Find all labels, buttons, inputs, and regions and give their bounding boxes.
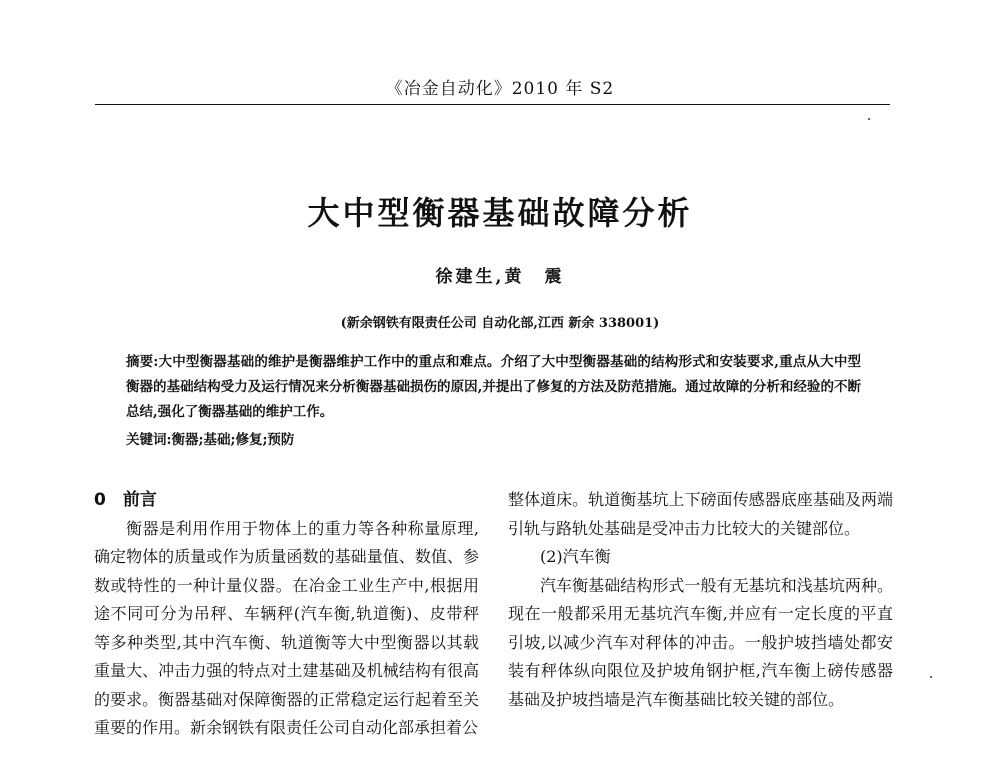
right-column — [508, 486, 893, 714]
keywords-text: 衡器;基础;修复;预防 — [171, 432, 295, 448]
paper-authors: 徐建生,黄 震 — [435, 267, 565, 287]
affiliation: (新余钢铁有限责任公司 自动化部,江西 新余 338001) — [340, 316, 660, 331]
keywords-label: 关键词: — [126, 432, 172, 448]
continued-paragraph: 整体道床。轨道衡基坑上下磅面传感器底座基础及两端引轨与路轨处基础是受冲击力比较大的关键部位。 — [508, 490, 893, 538]
scan-speck — [930, 676, 932, 678]
abstract — [126, 350, 861, 425]
abstract-label: 摘要: — [126, 354, 159, 370]
paper-title: 大中型衡器基础故障分析 — [307, 194, 693, 232]
keywords — [126, 428, 861, 453]
section-heading-intro: 0 前言 — [94, 490, 157, 510]
truck-scale-paragraph: 汽车衡基础结构形式一般有无基坑和浅基坑两种。现在一般都采用无基坑汽车衡,并应有一定长度的平直引坡,以减少汽车对秤体的冲击。一般护坡挡墙处都安装有秤体纵向限位及护坡角钢护框,汽车衡上磅传感器基础及护坡挡墙是汽车衡基础比较关键的部位。 — [508, 575, 893, 709]
subheading-truck-scale: (2)汽车衡 — [540, 547, 611, 566]
abstract-text: 大中型衡器基础的维护是衡器维护工作中的重点和难点。介绍了大中型衡器基础的结构形式和安装要求,重点从大中型衡器的基础结构受力及运行情况来分析衡器基础损伤的原因,并提出了修复的方法及防范措施。通过故障的分析和经验的不断总结,强化了衡器基础的维护工作。 — [126, 354, 862, 420]
intro-paragraph: 衡器是利用作用于物体上的重力等各种称量原理,确定物体的质量或作为质量函数的基础量值、数值、参数或特性的一种计量仪器。在冶金工业生产中,根据用途不同可分为吊秤、车辆秤(汽车衡,轨道衡)、皮带秤等多种类型,其中汽车衡、轨道衡等大中型衡器以其载重量大、冲击力强的特点对土建基础及机械结构有很高的要求。衡器基础对保障衡器的正常稳定运行起着至关重要的作用。新余钢铁有限责任公司自动化部承担着公 — [94, 518, 479, 737]
journal-header: 《冶金自动化》2010 年 S2 — [385, 79, 615, 99]
left-column — [94, 486, 479, 743]
header-rule — [95, 104, 890, 105]
scan-speck — [868, 118, 870, 120]
